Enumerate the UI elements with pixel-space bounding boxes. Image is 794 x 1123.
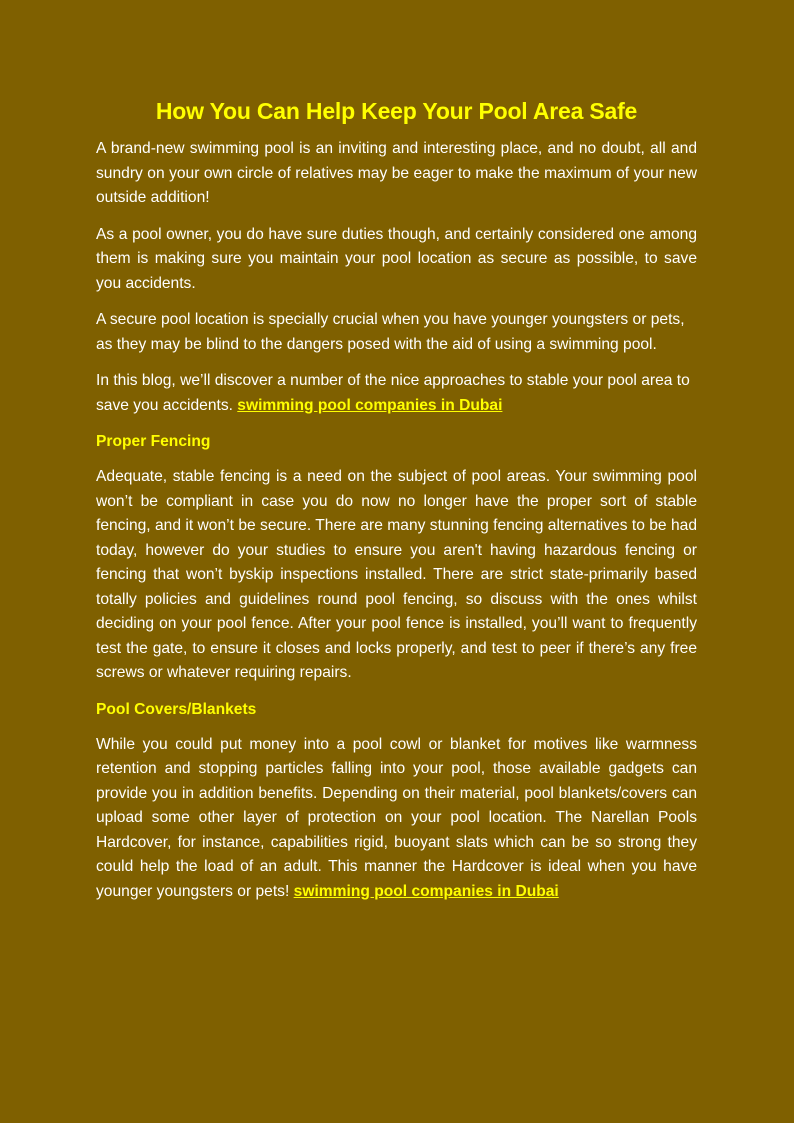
paragraph-covers (96, 733, 697, 905)
heading-proper-fencing: Proper Fencing (96, 433, 211, 450)
pool-companies-link-2[interactable]: swimming pool companies in Dubai (293, 882, 559, 900)
paragraph-intro-2: As a pool owner, you do have sure duties though, and certainly considered one among them is making sure you maintain your pool location as secure as possible, to save you accidents. (96, 225, 697, 292)
paragraph-intro-4-text: In this blog, we’ll discover a number of the nice approaches to stable your pool area to save you accidents. (96, 372, 690, 414)
paragraph-covers-text: While you could put money into a pool cowl or blanket for motives like warmness retention and stopping particles falling into your pool, those available gadgets can provide you in addition benefits. Depending on their material, pool blankets/covers can upload some other layer of protection on your pool location. The Narellan Pools Hardcover, for instance, capabilities rigid, buoyant slats which can be so strong they could help the load of an adult. This manner the Hardcover is ideal when you have younger youngsters or pets! (96, 735, 697, 900)
paragraph-intro-4 (96, 369, 697, 418)
paragraph-intro-3: A secure pool location is specially crucial when you have younger youngsters or pets, as they may be blind to the dangers posed with the aid of using a swimming pool. (96, 311, 685, 353)
pool-companies-link-1[interactable]: swimming pool companies in Dubai (237, 396, 503, 414)
paragraph-intro-1: A brand-new swimming pool is an inviting and interesting place, and no doubt, all and sundry on your own circle of relatives may be eager to make the maximum of your new outside addition! (96, 140, 697, 206)
heading-pool-covers: Pool Covers/Blankets (96, 700, 257, 718)
paragraph-fencing: Adequate, stable fencing is a need on the subject of pool areas. Your swimming pool won’t be compliant in case you do now no longer have the proper sort of stable fencing, and it won’t be secure. There are many stunning fencing alternatives to be had today, however do your studies to ensure you aren't having hazardous fencing or fencing that won’t byskip inspections installed. There are strict state-primarily based totally policies and guidelines round pool fencing, so discuss with the ones whilst deciding on your pool fence. After your pool fence is installed, you’ll want to frequently test the gate, to ensure it closes and locks properly, and test to peer if there’s any free screws or whatever requiring repairs. (96, 468, 697, 681)
page-title: How You Can Help Keep Your Pool Area Safe (155, 98, 638, 124)
